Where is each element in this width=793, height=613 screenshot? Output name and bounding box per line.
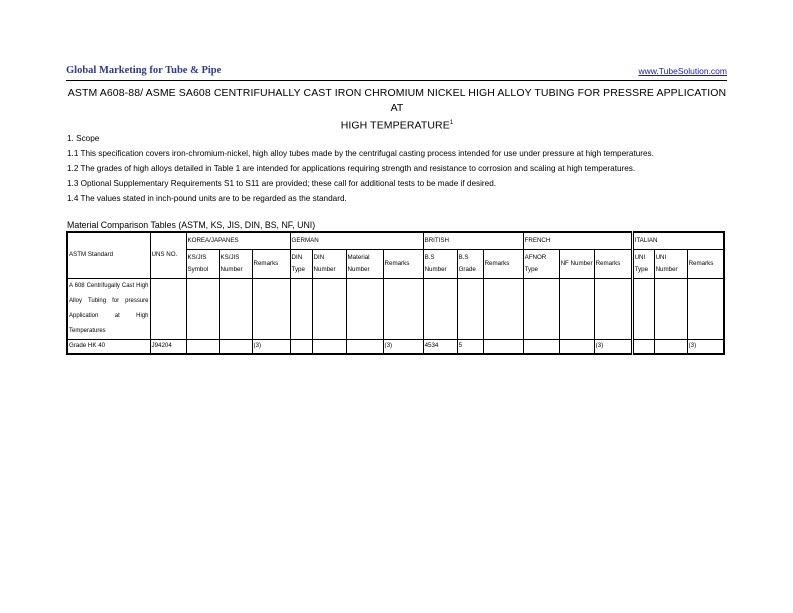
header-ks-symbol: KS/JIS Symbol	[186, 249, 219, 278]
title-line-1: ASTM A608-88/ ASME SA608 CENTRIFUHALLY CAST IRON CHROMIUM NICKEL HIGH ALLOY TUBING FOR PRESSRE APPLICATION AT	[67, 87, 727, 114]
table-cell	[219, 278, 252, 339]
din-type-cell	[290, 339, 312, 354]
brand-name: Global Marketing for Tube & Pipe	[66, 65, 222, 76]
table-cell	[523, 278, 559, 339]
table-cell	[150, 278, 186, 339]
table-cell	[632, 278, 654, 339]
astm-description: A 608 Centrifugally Cast High Alloy Tubing for pressure Application at High Temperatures	[67, 278, 150, 339]
header-ks-number: KS/JIS Number	[219, 249, 252, 278]
nf-number-cell	[559, 339, 594, 354]
header-uni-remarks: Remarks	[687, 249, 724, 278]
group-british: BRITISH	[423, 232, 523, 249]
table-cell	[654, 278, 687, 339]
din-number-cell	[312, 339, 346, 354]
table-cell	[687, 278, 724, 339]
document-title	[62, 86, 732, 134]
table-cell	[594, 278, 632, 339]
group-french: FRENCH	[523, 232, 632, 249]
table-cell	[252, 278, 290, 339]
table-cell	[186, 278, 219, 339]
table-row-description	[67, 278, 724, 339]
table-cell	[383, 278, 423, 339]
title-line-2-text: HIGH TEMPERATURE	[340, 119, 450, 132]
afnor-type-cell	[523, 339, 559, 354]
scope-item: 1.3 Optional Supplementary Requirements S1 to S11 are provided; these call for additional tests to be made if desired.	[67, 179, 497, 188]
scope-item: 1.1 This specification covers iron-chromium-nickel, high alloy tubes made by the centrifugal casting process intended for use under pressure at high temperatures.	[67, 149, 654, 158]
bs-number-cell: 4534	[423, 339, 457, 354]
bs-remarks-cell	[483, 339, 523, 354]
scope-heading: 1. Scope	[67, 134, 100, 143]
title-footnote: 1	[449, 120, 454, 126]
scope-item: 1.2 The grades of high alloys detailed in Table 1 are intended for applications requiring strength and resistance to corrosion and scaling at high temperatures.	[67, 164, 636, 173]
table-cell	[423, 278, 457, 339]
header-afnor-type: AFNOR Type	[523, 249, 559, 278]
table-cell	[483, 278, 523, 339]
uni-remarks-cell: (3)	[687, 339, 724, 354]
header-bs-grade: B.S Grade	[457, 249, 483, 278]
material-comparison-table	[66, 231, 725, 355]
header-din-type: DIN Type	[290, 249, 312, 278]
table-cell	[290, 278, 312, 339]
material-number-cell	[346, 339, 383, 354]
header-nf-remarks: Remarks	[594, 249, 632, 278]
uni-type-cell	[632, 339, 654, 354]
table-caption: Material Comparison Tables (ASTM, KS, JIS, DIN, BS, NF, UNI)	[67, 220, 316, 230]
header-astm-standard: ASTM Standard	[67, 232, 150, 278]
group-german: GERMAN	[290, 232, 423, 249]
table-cell	[457, 278, 483, 339]
header-din-remarks: Remarks	[383, 249, 423, 278]
header-uni-number: UNI Number	[654, 249, 687, 278]
website-link[interactable]: www.TubeSolution.com	[638, 66, 727, 76]
table-cell	[346, 278, 383, 339]
table-cell	[312, 278, 346, 339]
ks-symbol-cell	[186, 339, 219, 354]
grade-cell: Grade HK 40	[67, 339, 150, 354]
header-uni-type: UNI Type	[632, 249, 654, 278]
header-bs-number: B.S Number	[423, 249, 457, 278]
din-remarks-cell: (3)	[383, 339, 423, 354]
header-ks-remarks: Remarks	[252, 249, 290, 278]
group-korea-japan: KOREA/JAPANES	[186, 232, 290, 249]
uni-number-cell	[654, 339, 687, 354]
table-cell	[559, 278, 594, 339]
scope-item: 1.4 The values stated in inch-pound units are to be regarded as the standard.	[67, 194, 347, 203]
page-header	[66, 64, 727, 81]
bs-grade-cell: 5	[457, 339, 483, 354]
scope-section	[67, 131, 654, 206]
table-row-grade	[67, 339, 724, 354]
header-din-number: DIN Number	[312, 249, 346, 278]
header-bs-remarks: Remarks	[483, 249, 523, 278]
nf-remarks-cell: (3)	[594, 339, 632, 354]
header-material-number: Material Number	[346, 249, 383, 278]
header-nf-number: NF Number	[559, 249, 594, 278]
ks-number-cell	[219, 339, 252, 354]
ks-remarks-cell: (3)	[252, 339, 290, 354]
group-italian: ITALIAN	[632, 232, 724, 249]
header-uns-no: UNS NO.	[150, 232, 186, 278]
uns-cell: J94204	[150, 339, 186, 354]
